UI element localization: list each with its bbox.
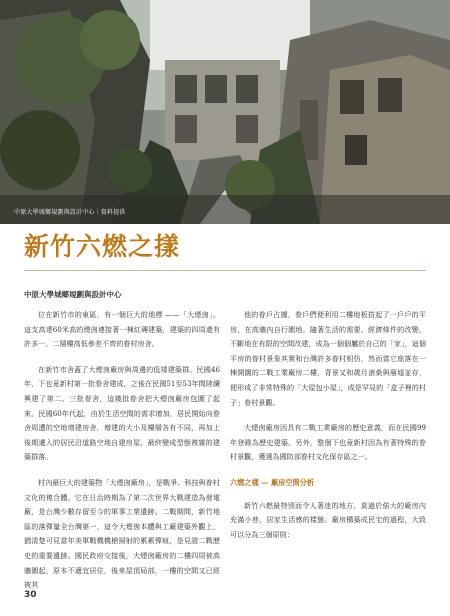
article-author: 中原大學城鄉規劃與設計中心 (24, 290, 122, 299)
body-paragraph: 他的眷戶占據，眷戶們便利用二樓地板搭起了一戶戶的平房，在高牆內自行圍地。隨著生活的需要、經濟條件的改變，不斷地在有限的空間改建，成為一個個屬於自己的「家」，這個平房的眷村景象其實和台灣許多眷村相仿，然而當它座落在一棟開闊的二戰工業廠房二樓，背景又和歲月滄桑與廢墟並存，便形成了非常特殊的「大屋包小屋」，成是罕見的「盒子裡的村子」眷村景觀。 (230, 310, 426, 407)
page-number: 30 (24, 590, 37, 600)
body-paragraph: 位在新竹市的東區，有一個巨大的地標 ——「大煙囪」。這支高達60米高的煙囪連接著一棟紅磚建築，建築的四周還有許多一、二層樓高低參差不齊的眷村房舍。 (24, 310, 220, 349)
ruined-building-photo (0, 0, 450, 224)
article-title: 新竹六燃之㨾 (24, 232, 181, 261)
title-divider (24, 270, 426, 271)
body-paragraph: 大煙囪廠房因具有二戰工業廠房的歷史意義，而在民國99年登錄為歷史建築。另外，整個下也竟新村因為有著特殊的眷村景觀，獲選為國防部眷村文化保存區之一。 (230, 423, 426, 462)
right-column (230, 308, 426, 553)
body-paragraph: 在新竹市舍蓋了大煙囪廠房與周邊的低矮建築群。民國46年，下也竟新村第一批眷舍建成，之後在民國51至53年間陸續興建了第二、三批眷舍，這幾批眷舍把大煙囪廠房包圍了起來。民國60年代起，由於生活空間的需求增加，居民開始向眷舍周遭的空地增建房舍，增建的大小及樓層各有不同，再加上後期遷入的居民沿道路空地自建房屋，最終變成型態複雜的建築群落。 (24, 364, 220, 462)
left-column (24, 308, 220, 604)
photo-caption: 中原大學城鄉規劃與設計中心｜資料提供 (14, 209, 126, 216)
section-subheading: 六燃之樣 — 廠房空間分析 (230, 477, 315, 487)
cover-photo (0, 0, 450, 224)
body-paragraph: 村內最巨大的建築物「大煙囪廠房」，是戰爭、科技與眷村文化的複合體。它在日治時期為了第二次世界大戰建造為發電廠，是台灣少數存留至今的軍事工業遺跡。二戰期間，新竹地區的落彈量全台灣第一，這令大煙囪本體與工廠建築外觀上，猶清楚可見當年美軍戰機機槍掃射的累累彈痕，是見證二戰歷史的重要遺跡。國民政府交接後，大煙囪廠房的二樓四周被高牆圍起，原本不適宜居住，後來屋頂局部，一樓的空間又已經被其 (24, 477, 220, 590)
body-paragraph: 新竹六燃最特別而令人著迷的地方，莫過於偌大的廠房內充滿小巷、居家生活感的樣態。廠房構築成民宅的過程，大致可以分為三個原則： (230, 500, 426, 539)
